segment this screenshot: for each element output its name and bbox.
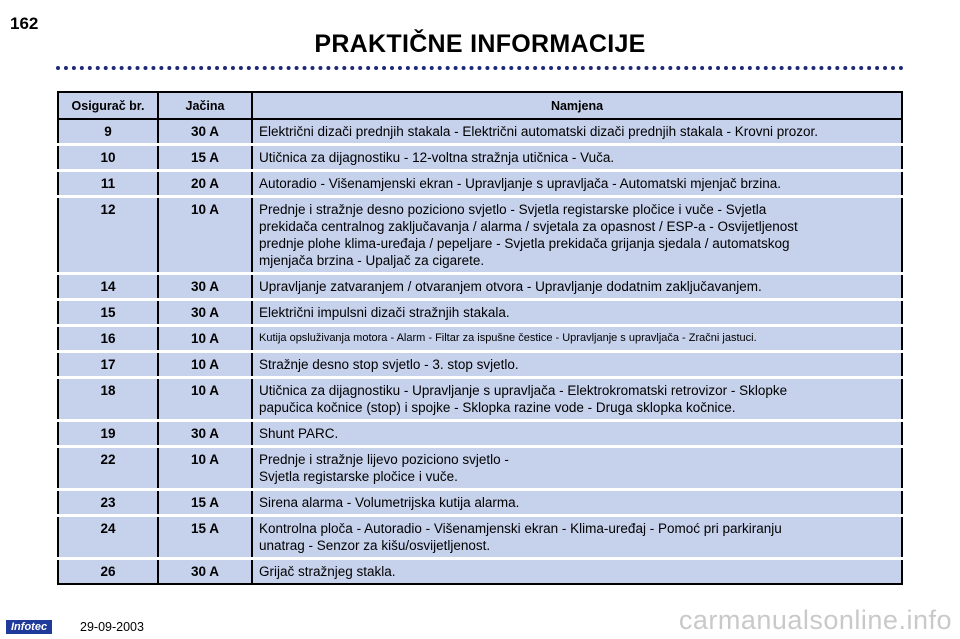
table-row: [58, 145, 902, 171]
fuse-rating: 10 A: [158, 197, 252, 274]
purpose-line: papučica kočnice (stop) i spojke - Sklopka razine vode - Druga sklopka kočnice.: [259, 400, 736, 415]
purpose-line: mjenjača brzina - Upaljač za cigarete.: [259, 253, 485, 268]
fuse-rating: 10 A: [158, 378, 252, 421]
purpose-line: Autoradio - Višenamjenski ekran - Upravljanje s upravljača - Automatski mjenjač brzina.: [259, 176, 781, 191]
fuse-rating: 15 A: [158, 145, 252, 171]
table-row: [58, 447, 902, 490]
fuse-purpose: [252, 197, 902, 274]
purpose-line: Shunt PARC.: [259, 426, 339, 441]
fuse-rating: 20 A: [158, 171, 252, 197]
footer-date: 29-09-2003: [80, 620, 144, 634]
fuse-rating: 30 A: [158, 274, 252, 300]
fuse-number: 26: [58, 559, 158, 585]
fuse-table: [57, 91, 903, 585]
purpose-line: Prednje i stražnje lijevo poziciono svjetlo -: [259, 452, 509, 467]
fuse-purpose: [252, 352, 902, 378]
purpose-line: Upravljanje zatvaranjem / otvaranjem otvora - Upravljanje dodatnim zaključavanjem.: [259, 279, 762, 294]
fuse-number: 11: [58, 171, 158, 197]
table-row: [58, 300, 902, 326]
purpose-line: Kontrolna ploča - Autoradio - Višenamjenski ekran - Klima-uređaj - Pomoć pri parkiranju: [259, 521, 782, 536]
fuse-rating: 30 A: [158, 119, 252, 145]
table-row: [58, 119, 902, 145]
fuse-purpose: [252, 119, 902, 145]
fuse-number: 19: [58, 421, 158, 447]
page-title: PRAKTIČNE INFORMACIJE: [314, 30, 646, 58]
fuse-purpose: [252, 326, 902, 352]
purpose-line: Električni impulsni dizači stražnjih stakala.: [259, 305, 510, 320]
purpose-line: Električni dizači prednjih stakala - Električni automatski dizači prednjih stakala - Krovni prozor.: [259, 124, 818, 139]
purpose-line: Utičnica za dijagnostiku - Upravljanje s upravljača - Elektrokromatski retrovizor - Sklopke: [259, 383, 788, 398]
fuse-number: 24: [58, 516, 158, 559]
fuse-purpose: [252, 274, 902, 300]
fuse-rating: 30 A: [158, 559, 252, 585]
fuse-rating: 15 A: [158, 516, 252, 559]
table-row: [58, 197, 902, 274]
purpose-line: Stražnje desno stop svjetlo - 3. stop svjetlo.: [259, 357, 519, 372]
fuse-number: 22: [58, 447, 158, 490]
purpose-line: prednje plohe klima-uređaja / pepeljare - Svjetla prekidača grijanja sjedala / automatskog: [259, 236, 790, 251]
purpose-line: Kutija opsluživanja motora - Alarm - Filtar za ispušne čestice - Upravljanje s upravljača - Zračni jastuci.: [259, 332, 757, 344]
table-row: [58, 326, 902, 352]
fuse-number: 9: [58, 119, 158, 145]
fuse-rating: 10 A: [158, 326, 252, 352]
purpose-line: Grijač stražnjeg stakla.: [259, 564, 396, 579]
fuse-purpose: [252, 145, 902, 171]
page-number: 162: [10, 14, 39, 33]
table-row: [58, 516, 902, 559]
purpose-line: Prednje i stražnje desno poziciono svjetlo - Svjetla registarske pločice i vuče - Svjetla: [259, 202, 767, 217]
fuse-rating: 15 A: [158, 490, 252, 516]
fuse-rating: 30 A: [158, 300, 252, 326]
purpose-line: unatrag - Senzor za kišu/osvijetljenost.: [259, 538, 491, 553]
table-row: [58, 490, 902, 516]
header-rating: Jačina: [158, 92, 252, 119]
fuse-rating: 10 A: [158, 352, 252, 378]
table-row: [58, 274, 902, 300]
dotted-divider: [56, 66, 904, 70]
table-row: [58, 378, 902, 421]
fuse-number: 23: [58, 490, 158, 516]
fuse-purpose: [252, 490, 902, 516]
table-row: [58, 559, 902, 585]
purpose-line: Sirena alarma - Volumetrijska kutija alarma.: [259, 495, 520, 510]
table-row: [58, 352, 902, 378]
fuse-purpose: [252, 447, 902, 490]
infotec-logo: Infotec: [6, 620, 52, 634]
fuse-purpose: [252, 378, 902, 421]
table-row: [58, 171, 902, 197]
fuse-purpose: [252, 171, 902, 197]
header-purpose: Namjena: [252, 92, 902, 119]
fuse-number: 17: [58, 352, 158, 378]
watermark: carmanualsonline.info: [678, 605, 952, 635]
table-row: [58, 421, 902, 447]
fuse-purpose: [252, 300, 902, 326]
fuse-rating: 10 A: [158, 447, 252, 490]
fuse-number: 12: [58, 197, 158, 274]
fuse-purpose: [252, 421, 902, 447]
purpose-line: prekidača centralnog zaključavanja / alarma / svjetala za opasnost / ESP-a - Osvijetljenost: [259, 219, 798, 234]
fuse-number: 16: [58, 326, 158, 352]
fuse-number: 14: [58, 274, 158, 300]
purpose-line: Svjetla registarske pločice i vuče.: [259, 469, 458, 484]
fuse-number: 18: [58, 378, 158, 421]
fuse-rating: 30 A: [158, 421, 252, 447]
header-fuse-no: Osigurač br.: [58, 92, 158, 119]
fuse-number: 10: [58, 145, 158, 171]
fuse-number: 15: [58, 300, 158, 326]
table-header-row: [58, 92, 902, 119]
purpose-line: Utičnica za dijagnostiku - 12-voltna stražnja utičnica - Vuča.: [259, 150, 615, 165]
fuse-purpose: [252, 516, 902, 559]
fuse-purpose: [252, 559, 902, 585]
